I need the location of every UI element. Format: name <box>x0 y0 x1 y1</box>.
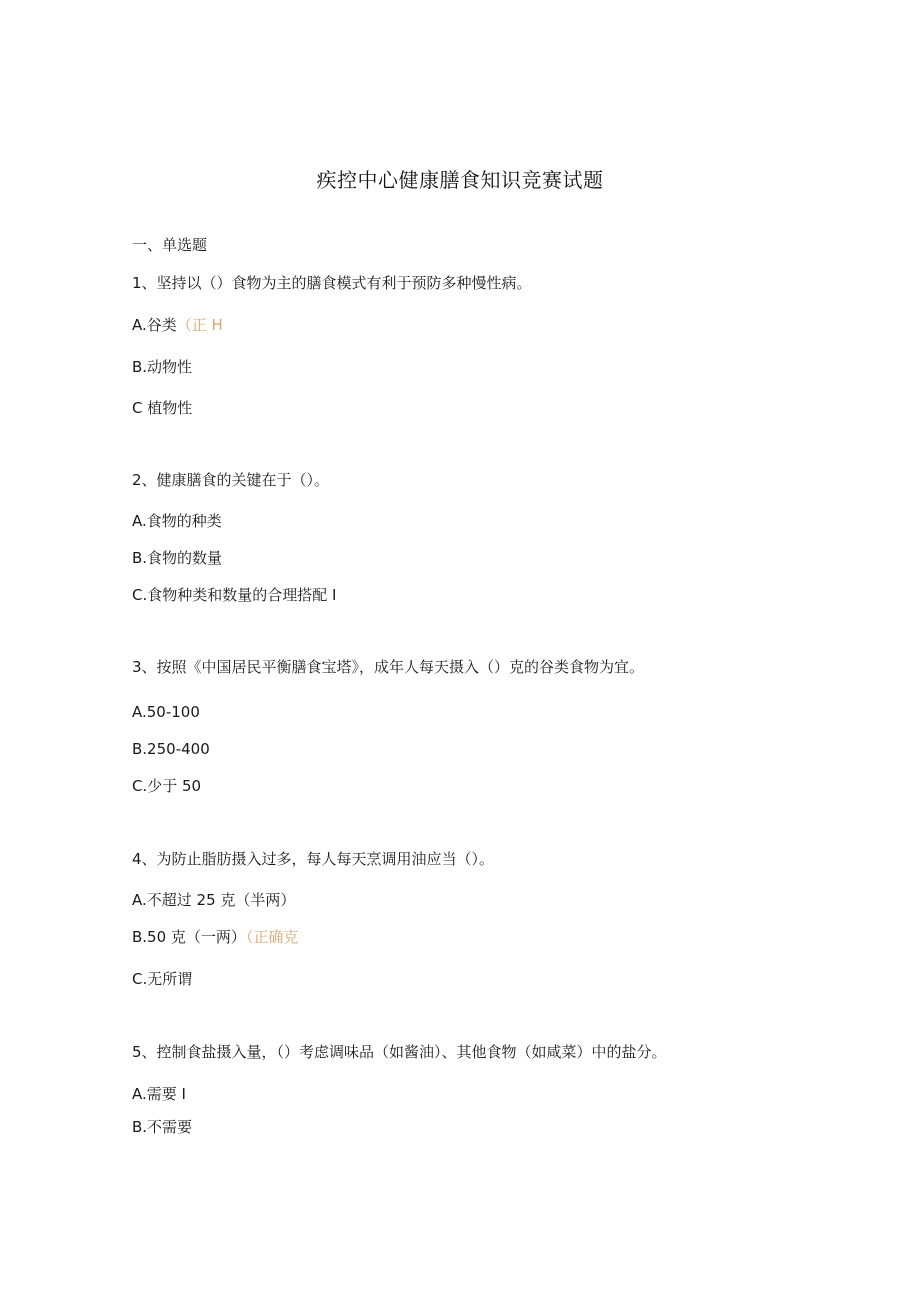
answer-note: （正 H <box>176 316 223 334</box>
option-a: A.不超过 25 克（半两） <box>132 891 296 909</box>
option-c: C.食物种类和数量的合理搭配 I <box>132 586 337 604</box>
option-c: C.无所谓 <box>132 970 193 988</box>
page-title: 疾控中心健康膳食知识竞赛试题 <box>316 168 604 192</box>
option-a <box>132 315 223 335</box>
option-c: C.少于 50 <box>132 777 202 795</box>
question-stem: 2、健康膳食的关键在于（）。 <box>132 471 330 489</box>
question-stem: 3、按照《中国居民平衡膳食宝塔》，成年人每天摄入（）克的谷类食物为宜。 <box>132 658 645 676</box>
option-b <box>132 927 298 947</box>
option-a: A.50-100 <box>132 703 200 721</box>
section-heading: 一、单选题 <box>132 236 208 254</box>
option-b: B.250-400 <box>132 740 210 758</box>
option-c: C 植物性 <box>132 399 193 417</box>
question-stem: 1、坚持以（）食物为主的膳食模式有利于预防多种慢性病。 <box>132 274 532 292</box>
option-b: B.动物性 <box>132 358 193 376</box>
option-a: A.需要 I <box>132 1085 186 1103</box>
answer-note: （正确克 <box>245 928 299 946</box>
option-text: B.50 克（一两） <box>132 928 246 946</box>
option-b: B.不需要 <box>132 1118 193 1136</box>
question-stem: 5、控制食盐摄入量，（）考虑调味品（如酱油）、其他食物（如咸菜）中的盐分。 <box>132 1043 667 1061</box>
option-text: A.谷类 <box>132 316 177 334</box>
option-b: B.食物的数量 <box>132 549 223 567</box>
option-a: A.食物的种类 <box>132 512 222 530</box>
question-stem: 4、为防止脂肪摄入过多，每人每天烹调用油应当（）。 <box>132 850 495 868</box>
